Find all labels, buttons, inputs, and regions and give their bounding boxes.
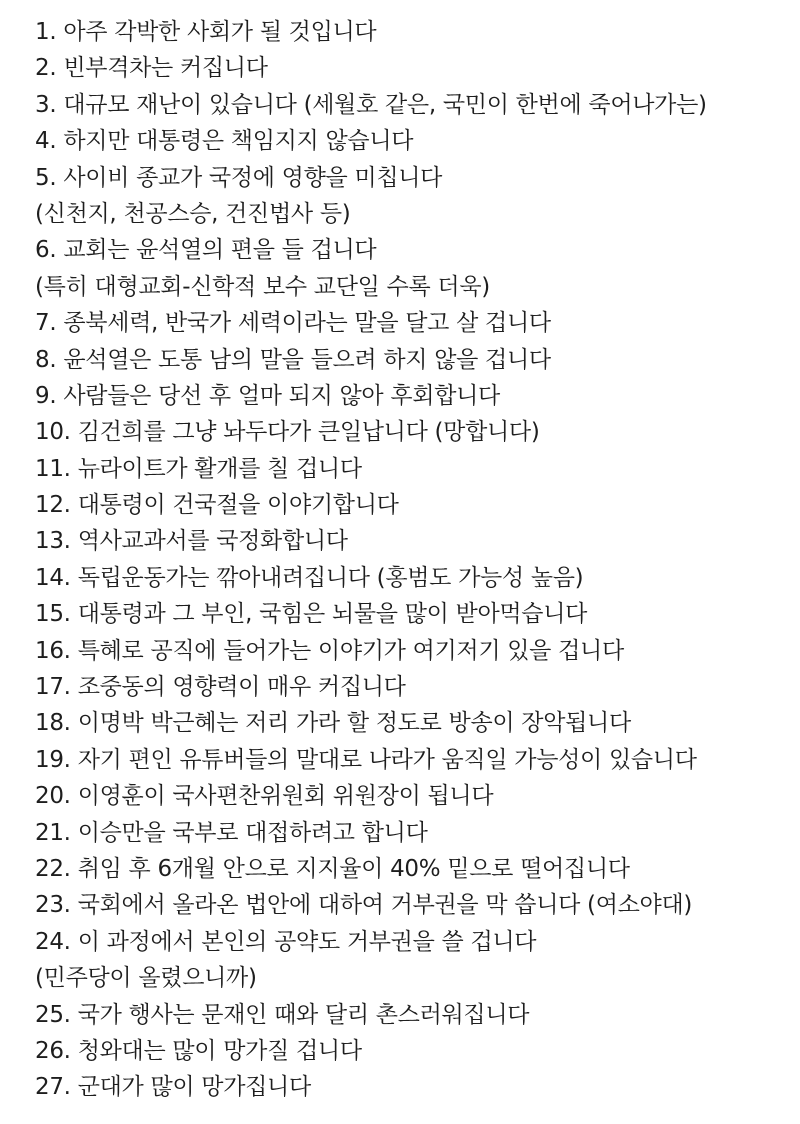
list-item: 25. 국가 행사는 문재인 때와 달리 촌스러워집니다 <box>35 1001 530 1028</box>
list-item: 12. 대통령이 건국절을 이야기합니다 <box>35 492 399 519</box>
list-item: 27. 군대가 많이 망가집니다 <box>35 1074 311 1101</box>
prediction-list <box>35 14 795 1106</box>
list-item: 15. 대통령과 그 부인, 국힘은 뇌물을 많이 받아먹습니다 <box>35 601 588 628</box>
list-item: 21. 이승만을 국부로 대접하려고 합니다 <box>35 819 428 846</box>
list-item: 16. 특혜로 공직에 들어가는 이야기가 여기저기 있을 겁니다 <box>35 637 624 664</box>
list-item: 19. 자기 편인 유튜버들의 말대로 나라가 움직일 가능성이 있습니다 <box>35 746 697 773</box>
list-item: 9. 사람들은 당선 후 얼마 되지 않아 후회합니다 <box>35 382 500 409</box>
list-item: 2. 빈부격차는 커집니다 <box>35 55 268 82</box>
list-item: 24. 이 과정에서 본인의 공약도 거부권을 쓸 겁니다 <box>35 928 537 955</box>
list-item: 8. 윤석열은 도통 남의 말을 들으려 하지 않을 겁니다 <box>35 346 551 373</box>
list-item: 23. 국회에서 올라온 법안에 대하여 거부권을 막 씁니다 (여소야대) <box>35 892 693 919</box>
list-item: 18. 이명박 박근혜는 저리 가라 할 정도로 방송이 장악됩니다 <box>35 710 631 737</box>
list-item-note: (특히 대형교회-신학적 보수 교단일 수록 더욱) <box>35 273 490 300</box>
list-item: 22. 취임 후 6개월 안으로 지지율이 40% 밑으로 떨어집니다 <box>35 855 630 882</box>
list-item: 4. 하지만 대통령은 책임지지 않습니다 <box>35 128 414 155</box>
list-item-note: (민주당이 올렸으니까) <box>35 965 257 992</box>
list-item: 14. 독립운동가는 깎아내려집니다 (홍범도 가능성 높음) <box>35 564 584 591</box>
list-item: 6. 교회는 윤석열의 편을 들 겁니다 <box>35 237 377 264</box>
list-item: 5. 사이비 종교가 국정에 영향을 미칩니다 <box>35 164 443 191</box>
list-item: 20. 이영훈이 국사편찬위원회 위원장이 됩니다 <box>35 783 494 810</box>
list-item: 1. 아주 각박한 사회가 될 것입니다 <box>35 19 377 45</box>
list-item: 3. 대규모 재난이 있습니다 (세월호 같은, 국민이 한번에 죽어나가는) <box>35 91 707 118</box>
list-item: 26. 청와대는 많이 망가질 겁니다 <box>35 1037 362 1064</box>
list-item: 11. 뉴라이트가 활개를 칠 겁니다 <box>35 455 362 482</box>
list-item: 13. 역사교과서를 국정화합니다 <box>35 528 348 555</box>
list-item: 17. 조중동의 영향력이 매우 커집니다 <box>35 674 406 701</box>
list-item: 10. 김건희를 그냥 놔두다가 큰일납니다 (망합니다) <box>35 419 540 446</box>
list-item: 7. 종북세력, 반국가 세력이라는 말을 달고 살 겁니다 <box>35 310 551 337</box>
list-item-note: (신천지, 천공스승, 건진법사 등) <box>35 200 351 227</box>
